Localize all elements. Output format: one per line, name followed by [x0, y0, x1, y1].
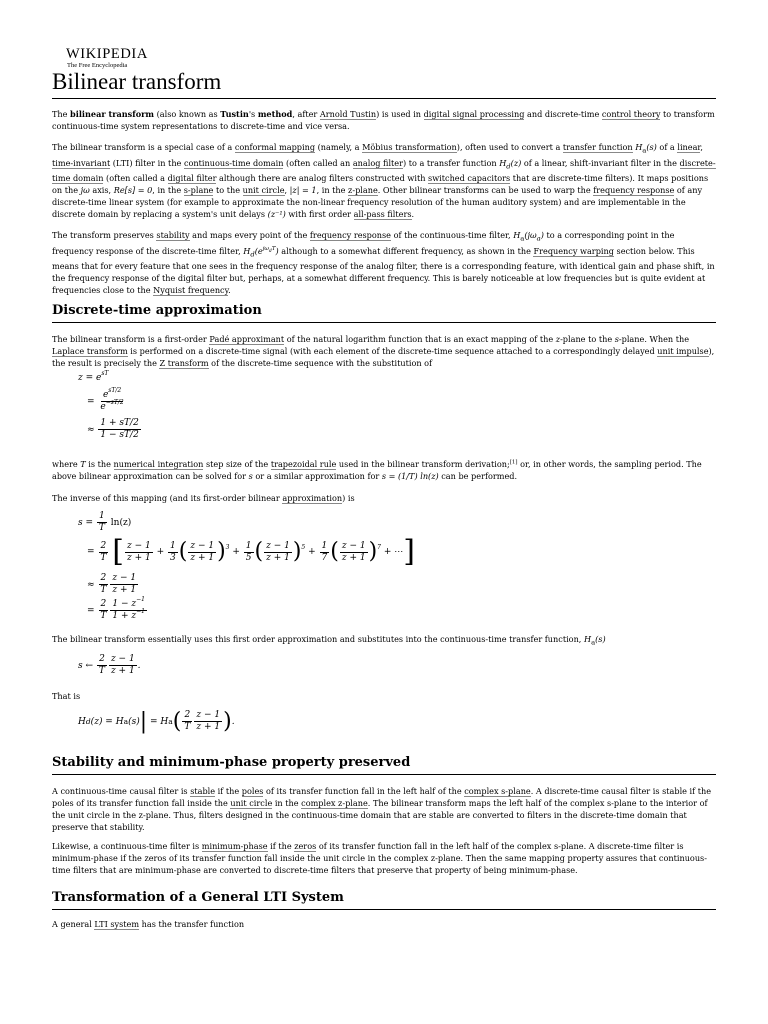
- heading-stability: Stability and minimum-phase property preserved: [52, 754, 716, 775]
- math-hd-z: $H_d(z)$: [499, 157, 522, 171]
- math-hd-ejwdT: $H_d(e^{j\omega_dT})$: [243, 245, 279, 259]
- link-poles[interactable]: poles: [241, 786, 264, 796]
- link-complex-s-plane[interactable]: complex s-plane: [464, 786, 531, 796]
- link-frequency-response[interactable]: frequency response: [593, 185, 675, 196]
- link-stable[interactable]: stable: [190, 786, 216, 796]
- link-laplace-transform[interactable]: Laplace transform: [52, 346, 128, 356]
- link-transfer-function[interactable]: transfer function: [562, 142, 633, 152]
- intro-paragraph: The bilinear transform (also known as Tustin's method, after Arnold Tustin) is used in digital signal processing and discrete-time control theory to transform continuous-time system representations to discrete-time and vice versa.: [52, 109, 715, 131]
- link-discrete-time-domain[interactable]: discrete-time domain: [52, 157, 716, 184]
- link-minimum-phase[interactable]: minimum-phase: [201, 841, 268, 851]
- link-all-pass-filters[interactable]: all-pass filters: [353, 209, 412, 220]
- heading-discrete-time-approximation: Discrete-time approximation: [52, 302, 716, 323]
- paragraph-that-is: That is: [52, 691, 81, 701]
- link-arnold-tustin[interactable]: Arnold Tustin: [319, 109, 377, 119]
- link-z-transform[interactable]: Z transform: [159, 358, 209, 368]
- link-approximation[interactable]: approximation: [282, 493, 343, 503]
- link-analog-filter[interactable]: analog filter: [352, 157, 403, 168]
- link-nyquist-frequency[interactable]: Nyquist frequency: [153, 285, 229, 296]
- math-jw: jω: [80, 185, 90, 196]
- link-numerical-integration[interactable]: numerical integration: [113, 459, 204, 469]
- link-switched-capacitors[interactable]: switched capacitors: [428, 173, 511, 184]
- link-control-theory[interactable]: control theory: [601, 109, 661, 119]
- math-ha-s: $H_a(s)$: [635, 142, 657, 155]
- math-ha-s-2: $H_a(s)$: [583, 634, 606, 647]
- link-linear[interactable]: linear: [677, 142, 701, 152]
- reference-1[interactable]: [1]: [509, 459, 518, 466]
- math-re-s: Re[s] = 0: [113, 185, 153, 196]
- math-s-ln-z: s = (1/T) ln(z): [381, 471, 439, 481]
- link-zeros[interactable]: zeros: [294, 841, 317, 851]
- math-abs-z: |z| = 1: [289, 185, 317, 196]
- link-unit-circle[interactable]: unit circle: [242, 185, 285, 196]
- link-continuous-time-domain[interactable]: continuous-time domain: [183, 157, 284, 168]
- math-z-inverse: (z⁻¹): [267, 209, 286, 220]
- link-unit-impulse[interactable]: unit impulse: [657, 346, 709, 356]
- link-trapezoidal-rule[interactable]: trapezoidal rule: [270, 459, 337, 469]
- link-z-plane[interactable]: z-plane: [348, 185, 378, 196]
- link-conformal-mapping[interactable]: conformal mapping: [234, 142, 316, 152]
- paragraph-minimum-phase: Likewise, a continuous-time filter is minimum-phase if the zeros of its transfer function fall in the left half of the complex s-plane. A discrete-time filter is minimum-phase if the zeros of its transfer function fall inside the unit circle in the complex z-plane. Then the same mapping property assures that continuous-time filters that are minimum-phase are converted to discrete-time filters that preserve that property of being minimum-phase.: [52, 841, 707, 875]
- link-pade-approximant[interactable]: Padé approximant: [209, 334, 285, 344]
- heading-general-lti: Transformation of a General LTI System: [52, 889, 716, 910]
- paragraph-general-lti: A general LTI system has the transfer function: [52, 919, 245, 929]
- paragraph-substitutes: The bilinear transform essentially uses this first order approximation and substitutes into the continuous-time transfer function, $H_a(s)$: [52, 634, 606, 647]
- paragraph-inverse-mapping: The inverse of this mapping (and its first-order bilinear approximation) is: [52, 493, 355, 503]
- paragraph-first-order: The bilinear transform is a first-order Padé approximant of the natural logarithm function that is an exact mapping of the z-plane to the s-plane. When the Laplace transform is performed on a discrete-time signal (with each element of the discrete-time sequence attached to a correspondingly delayed unit impulse), the result is precisely the Z transform of the discrete-time sequence with the substitution of: [52, 334, 715, 368]
- article-page: WIKIPEDIA The Free Encyclopedia Bilinear transform The bilinear transform (also known as Tustin's method, after Arnold Tustin) is used in digital signal processing and discrete-time control theory to transform continuous-time system representations to discrete-time and vice versa. The bilinear transform is a special case of a conformal mapping (namely, a Möbius transformation), often used to convert a transfer function $H_a(s)$ of a linear, time-invariant (LTI) filter in the continuous-time domain (often called an analog filter) to a transfer function $H_d(z)$ of a linear, shift-invariant filter in the discrete-time domain (often called a digital filter although there are analog filters constructed with switched capacitors that are discrete-time filters). It maps positions on the jω axis, Re[s] = 0, in the s-plane to the unit circle, |z| = 1, in the z-plane. Other bilinear transforms can be used to warp the frequency response of any discrete-time linear system (for example to approximate the non-linear frequency resolution of the human auditory system) and are implementable in the discrete domain by replacing a system's unit delays (z⁻¹) with first order all-pass filters. The transform preserves stability and maps every point of the frequency response of the continuous-time filter, $H_a(j\omega_a)$ to a corresponding point in the frequency response of the discrete-time filter, $H_d(e^{j\omega_dT})$ although to a somewhat different frequency, as shown in the Frequency warping section below. This means that for every feature that one sees in the frequency response of the analog filter, there is a corresponding feature, with identical gain and phase shift, in the frequency response of the digital filter but, perhaps, at a somewhat different frequency. This is barely noticeable at low frequencies but is quite evident at frequencies close to the Nyquist frequency. Discrete-time approximation The bilinear transform is a first-order Padé approximant of the natural logarithm function that is an exact mapping of the z-plane to the s-plane. When the Laplace transform is performed on a discrete-time signal (with each element of the discrete-time sequence attached to a correspondingly delayed unit impulse), the result is precisely the Z transform of the discrete-time sequence with the substitution of z = e sT = $e^{sT/2}$ $e^{-sT/2}$ ≈ $\frac{1 + sT/2}{1 - sT/2}$ where T is the numerical integration step size of the trapezoidal rule used in the bilinear transform derivation;[1] or, in other words, the sampling period. The above bilinear approximation can be solved for s or a similar approximation for s = (1/T) ln(z) can be performed. The inverse of this mapping (and its first-order bilinear approximation) is s = 1 T ln(z) = 2 T [ z − 1 z + 1 + 1 3 ( z − 1 z + 1 ) 3 + 1 5 ( z − 1 z + 1 ) 5 + 1 7 ( z − 1 z + 1 ) 7 + ⋯ ] ≈ 2 T z − 1 z + 1 = 2 T $1 - z^{-1}$ $1 + z^{-1}$ The bilinear transform essentially uses this first order approximation and substitutes into the continuous-time transfer function, $H_a(s)$ s ← 2 T z − 1 z + 1 . That is H d ( z ) = H a ( s ) | = H a ( 2 T z − 1 z + 1 ) . Stability and minimum-phase property preserved A continuous-time causal filter is stable if the poles of its transfer function fall in the left half of the complex s-plane. A discrete-time causal filter is stable if the poles of its transfer function fall inside the unit circle in the complex z-plane. The bilinear transform maps the left half of the complex s-plane to the interior of the unit circle in the z-plane. Thus, filters designed in the continuous-time domain that are stable are converted to filters in the discrete-time domain that preserve that stability. Likewise, a continuous-time filter is minimum-phase if the zeros of its transfer function fall in the left half of the complex s-plane. A discrete-time filter is minimum-phase if the zeros of its transfer function fall inside the unit circle in the complex z-plane. Then the same mapping property assures that continuous-time filters that are minimum-phase are converted to discrete-time filters that preserve that property of being minimum-phase. Transformation of a General LTI System A general LTI system has the transfer function: [52, 46, 716, 929]
- link-s-plane[interactable]: s-plane: [183, 185, 214, 196]
- link-mobius[interactable]: Möbius transformation: [362, 142, 457, 152]
- paragraph-preserves: The transform preserves stability and maps every point of the frequency response of the continuous-time filter, $H_a(j\omega_a)$ to a corresponding point in the frequency response of the discrete-time filter, $H_d(e^{j\omega_dT})$ although to a somewhat different frequency, as shown in the Frequency warping section below. This means that for every feature that one sees in the frequency response of the analog filter, there is a corresponding feature, with identical gain and phase shift, in the frequency response of the digital filter but, perhaps, at a somewhat different frequency. This is barely noticeable at low frequencies but is quite evident at frequencies close to the Nyquist frequency.: [52, 230, 715, 296]
- paragraph-special-case: The bilinear transform is a special case of a conformal mapping (namely, a Möbius transformation), often used to convert a transfer function $H_a(s)$ of a linear, time-invariant (LTI) filter in the continuous-time domain (often called an analog filter) to a transfer function $H_d(z)$ of a linear, shift-invariant filter in the discrete-time domain (often called a digital filter although there are analog filters constructed with switched capacitors that are discrete-time filters). It maps positions on the jω axis, Re[s] = 0, in the s-plane to the unit circle, |z| = 1, in the z-plane. Other bilinear transforms can be used to warp the frequency response of any discrete-time linear system (for example to approximate the non-linear frequency resolution of the human auditory system) and are implementable in the discrete domain by replacing a system's unit delays (z⁻¹) with first order all-pass filters.: [52, 142, 716, 220]
- link-stability[interactable]: stability: [156, 230, 190, 240]
- link-digital-filter[interactable]: digital filter: [167, 173, 217, 184]
- logo-wordmark: WIKIPEDIA: [66, 46, 148, 62]
- logo-tagline: The Free Encyclopedia: [67, 62, 128, 69]
- link-frequency-response-2[interactable]: frequency response: [309, 230, 391, 240]
- math-ha-jwa: $H_a(j\omega_a)$: [513, 230, 544, 243]
- link-time-invariant[interactable]: time-invariant: [52, 157, 111, 168]
- paragraph-stability: A continuous-time causal filter is stable if the poles of its transfer function fall in the left half of the complex s-plane. A discrete-time causal filter is stable if the poles of its transfer function fall inside the unit circle in the complex z-plane. The bilinear transform maps the left half of the complex s-plane to the interior of the unit circle in the z-plane. Thus, filters designed in the continuous-time domain that are stable are converted to filters in the discrete-time domain that preserve that stability.: [52, 786, 712, 832]
- link-lti-system[interactable]: LTI system: [94, 919, 140, 929]
- link-complex-z-plane[interactable]: complex z-plane: [301, 798, 368, 808]
- page-title: Bilinear transform: [52, 67, 716, 99]
- paragraph-where-T: where T is the numerical integration step size of the trapezoidal rule used in the bilinear transform derivation;[1] or, in other words, the sampling period. The above bilinear approximation can be solved for s or a similar approximation for s = (1/T) ln(z) can be performed.: [52, 459, 702, 481]
- link-frequency-warping[interactable]: Frequency warping: [533, 245, 614, 256]
- link-digital-signal-processing[interactable]: digital signal processing: [423, 109, 525, 119]
- link-unit-circle-2[interactable]: unit circle: [230, 798, 273, 808]
